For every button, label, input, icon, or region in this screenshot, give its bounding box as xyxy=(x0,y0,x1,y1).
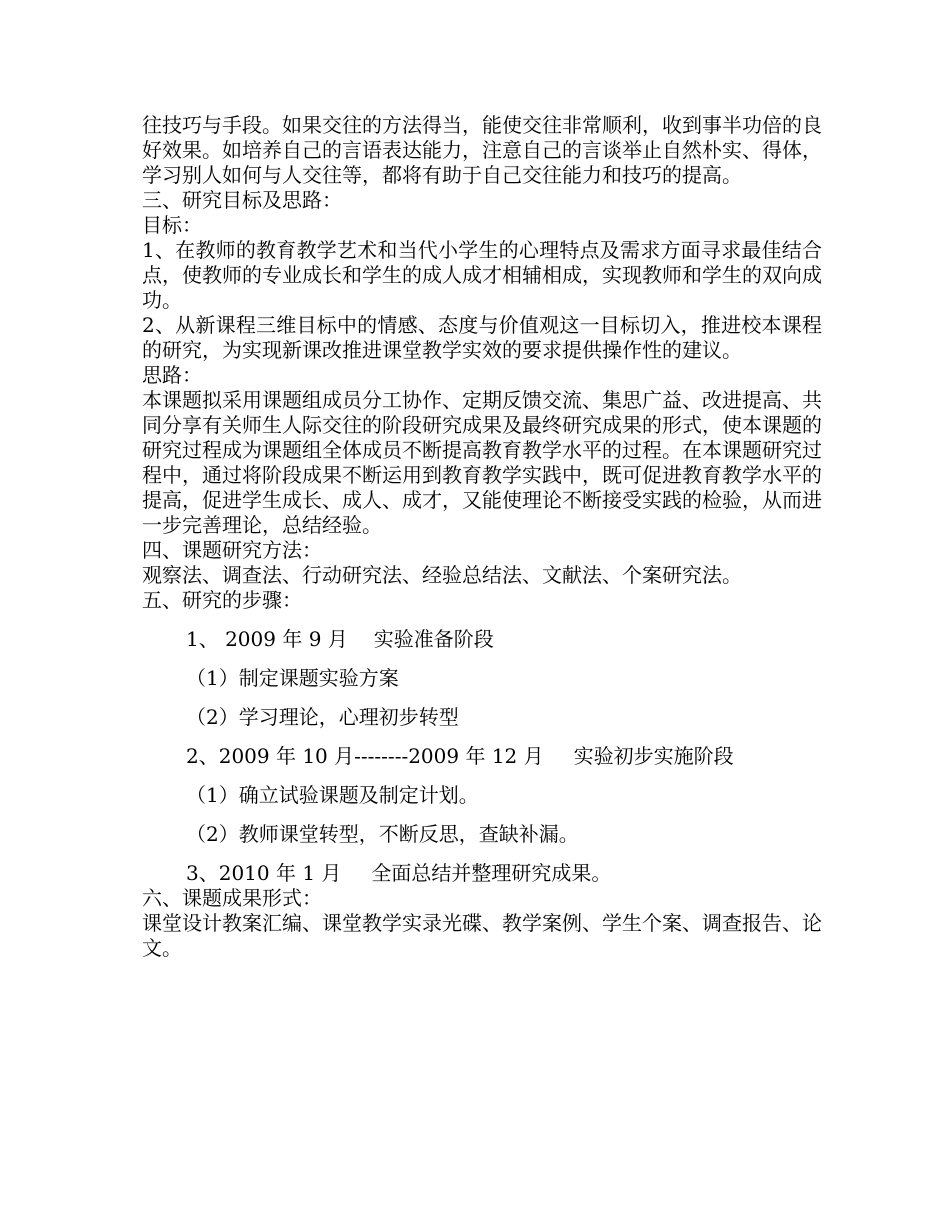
document-page xyxy=(142,113,822,961)
goal-item-2: 2、从新课程三维目标中的情感、态度与价值观这一目标切入，推进校本课程的研究，为实现新课改推进课堂教学实效的要求提供操作性的建议。 xyxy=(142,313,822,362)
step-3-date: 3、2010 年 1 月 xyxy=(186,861,342,885)
goal-label: 目标： xyxy=(142,213,202,237)
step-1-a: （1）制定课题实验方案 xyxy=(186,666,399,690)
outcomes-paragraph: 课堂设计教案汇编、课堂教学实录光碟、教学案例、学生个案、调查报告、论文。 xyxy=(142,911,822,960)
section-3-heading: 三、研究目标及思路： xyxy=(142,188,342,212)
section-6-heading: 六、课题成果形式： xyxy=(142,886,322,910)
section-5-heading: 五、研究的步骤： xyxy=(142,588,302,612)
step-1-b: （2）学习理论，心理初步转型 xyxy=(186,705,459,729)
step-1-title: 实验准备阶段 xyxy=(373,627,494,651)
step-2-title: 实验初步实施阶段 xyxy=(573,744,734,768)
intro-paragraph: 往技巧与手段。如果交往的方法得当，能使交往非常顺利，收到事半功倍的良好效果。如培养自己的言语表达能力，注意自己的言谈举止自然朴实、得体，学习别人如何与人交往等，都将有助于自己交往能力和技巧的提高。 xyxy=(142,113,822,187)
step-1 xyxy=(142,627,822,652)
step-2-a: （1）确立试验课题及制定计划。 xyxy=(186,783,479,807)
section-4-heading: 四、课题研究方法： xyxy=(142,538,322,562)
idea-label: 思路： xyxy=(142,363,202,387)
step-1-date: 1、 2009 年 9 月 xyxy=(186,627,348,651)
step-2-date: 2、2009 年 10 月--------2009 年 12 月 xyxy=(186,744,544,768)
goal-item-1: 1、在教师的教育教学艺术和当代小学生的心理特点及需求方面寻求最佳结合点，使教师的专业成长和学生的成人成才相辅相成，实现教师和学生的双向成功。 xyxy=(142,238,822,312)
methods-line: 观察法、调查法、行动研究法、经验总结法、文献法、个案研究法。 xyxy=(142,563,742,587)
step-2-b: （2）教师课堂转型，不断反思，查缺补漏。 xyxy=(186,822,579,846)
step-3-title: 全面总结并整理研究成果。 xyxy=(371,861,612,885)
step-2 xyxy=(142,744,822,769)
idea-paragraph: 本课题拟采用课题组成员分工协作、定期反馈交流、集思广益、改进提高、共同分享有关师生人际交往的阶段研究成果及最终研究成果的形式，使本课题的研究过程成为课题组全体成员不断提高教育教学水平的过程。在本课题研究过程中，通过将阶段成果不断运用到教育教学实践中，既可促进教育教学水平的提高，促进学生成长、成人、成才，又能使理论不断接受实践的检验，从而进一步完善理论，总结经验。 xyxy=(142,388,822,537)
step-3 xyxy=(142,861,822,886)
